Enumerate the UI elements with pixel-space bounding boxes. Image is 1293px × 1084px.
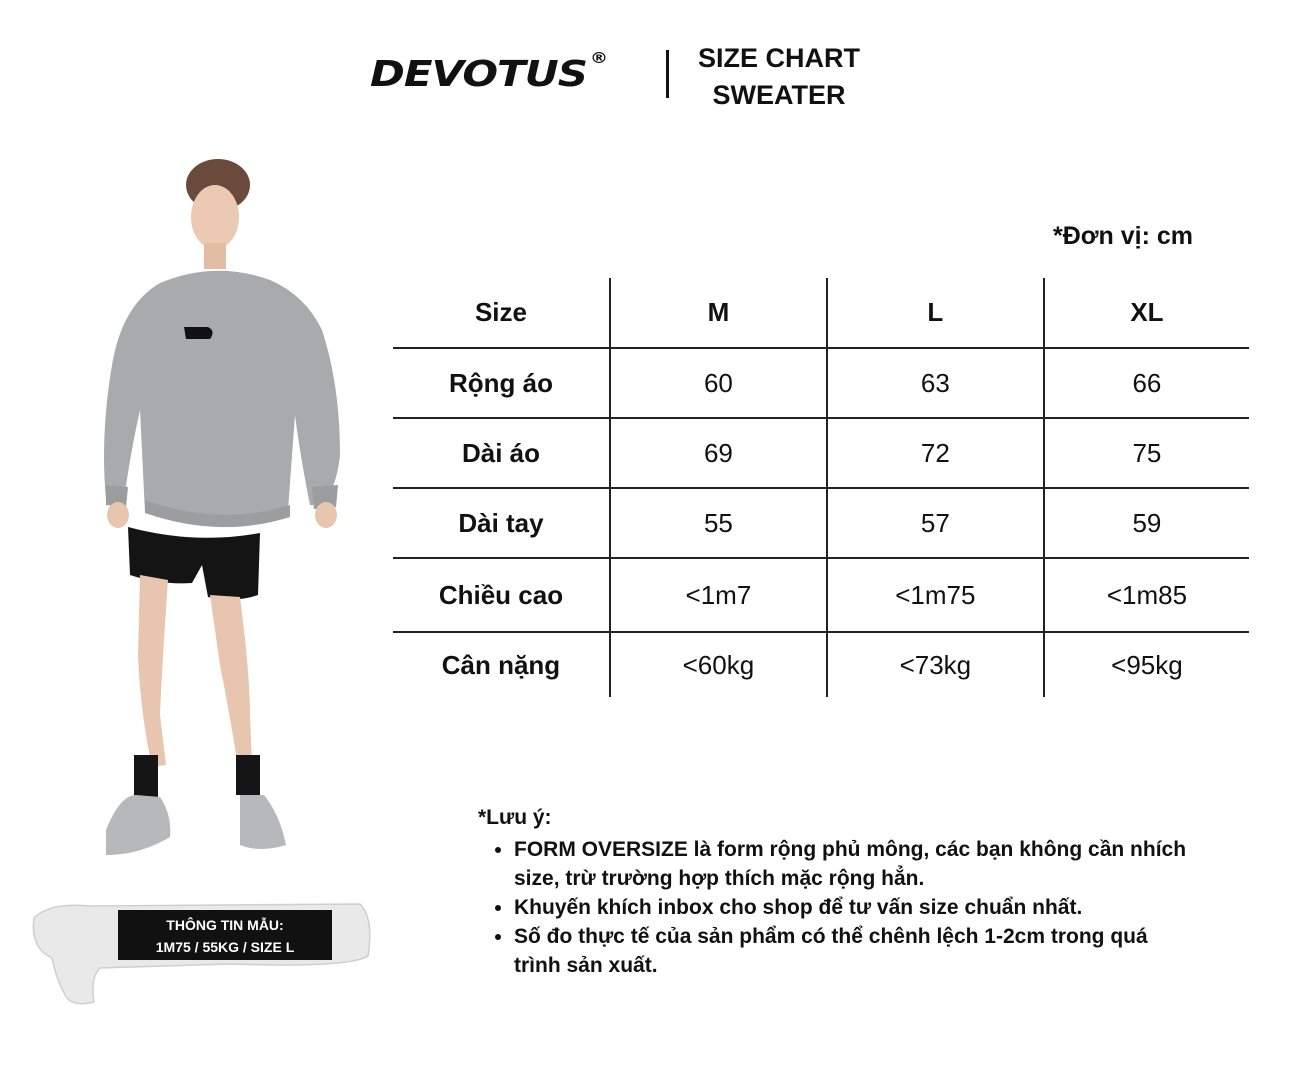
size-table bbox=[393, 278, 1249, 697]
notes-section bbox=[478, 804, 1198, 980]
header bbox=[0, 36, 1293, 116]
notes-heading: *Lưu ý: bbox=[478, 806, 552, 829]
model-info-badge bbox=[118, 910, 332, 960]
column-header-l: L bbox=[827, 278, 1044, 348]
table-cell: 55 bbox=[610, 488, 827, 558]
brand-logo bbox=[370, 49, 608, 95]
header-divider bbox=[666, 50, 669, 98]
table-row bbox=[393, 488, 1249, 558]
title-line-2: SWEATER bbox=[712, 80, 846, 110]
column-header-m: M bbox=[610, 278, 827, 348]
row-label-rong-ao: Rộng áo bbox=[448, 367, 553, 398]
title-line-1: SIZE CHART bbox=[698, 43, 860, 73]
table-cell: <1m85 bbox=[1044, 558, 1249, 632]
table-cell: <95kg bbox=[1044, 632, 1249, 697]
table-header-row bbox=[393, 278, 1249, 348]
table-cell: <1m7 bbox=[610, 558, 827, 632]
row-label-dai-ao: Dài áo bbox=[461, 437, 540, 468]
model-info-line-2: 1M75 / 55KG / SIZE L bbox=[155, 939, 295, 955]
unit-note: *Đơn vị: cm bbox=[1053, 222, 1194, 250]
table-cell: 75 bbox=[1044, 418, 1249, 488]
table-cell: 57 bbox=[827, 488, 1044, 558]
table-cell: 60 bbox=[610, 348, 827, 418]
page-title bbox=[696, 40, 862, 114]
notes-list bbox=[478, 835, 1198, 980]
model-photo bbox=[100, 155, 350, 875]
table-cell: 66 bbox=[1044, 348, 1249, 418]
table-cell: 69 bbox=[610, 418, 827, 488]
row-label-can-nang: Cân nặng bbox=[441, 649, 561, 680]
table-cell: 63 bbox=[827, 348, 1044, 418]
table-cell: 59 bbox=[1044, 488, 1249, 558]
table-cell: <1m75 bbox=[827, 558, 1044, 632]
column-header-size: Size bbox=[474, 297, 527, 327]
table-cell: <73kg bbox=[827, 632, 1044, 697]
table-cell: 72 bbox=[827, 418, 1044, 488]
table-row bbox=[393, 558, 1249, 632]
list-item: • Khuyến khích inbox cho shop để tư vấn size chuẩn nhất. bbox=[514, 893, 1198, 922]
brand-name: DEVOTUS bbox=[370, 52, 588, 95]
column-header-xl: XL bbox=[1044, 278, 1249, 348]
table-row bbox=[393, 632, 1249, 697]
model-info-line-1: THÔNG TIN MẪU: bbox=[166, 917, 284, 933]
table-row bbox=[393, 348, 1249, 418]
list-item: • Số đo thực tế của sản phẩm có thể chênh lệch 1-2cm trong quá trình sản xuất. bbox=[514, 922, 1198, 980]
row-label-chieu-cao: Chiều cao bbox=[438, 579, 564, 610]
table-row bbox=[393, 418, 1249, 488]
list-item: • FORM OVERSIZE là form rộng phủ mông, các bạn không cần nhích size, trừ trường hợp thích mặc rộng hẳn. bbox=[514, 835, 1198, 893]
table-cell: <60kg bbox=[610, 632, 827, 697]
registered-mark: ® bbox=[590, 49, 608, 68]
row-label-dai-tay: Dài tay bbox=[458, 507, 544, 538]
